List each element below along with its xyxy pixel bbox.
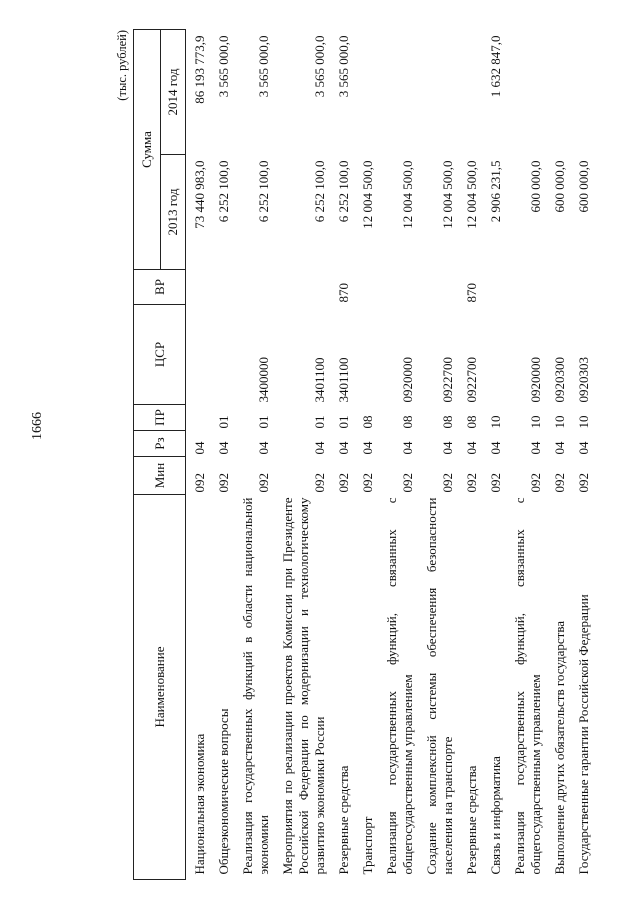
- row-2013: 12 004 500,0: [440, 160, 455, 229]
- row-2014: 86 193 773,9: [192, 35, 207, 104]
- table-row: [546, 30, 570, 880]
- row-2013: 6 252 100,0: [312, 160, 327, 223]
- row-vr: [546, 270, 570, 305]
- row-csr: 0922700: [464, 357, 479, 403]
- table-row: [330, 30, 354, 880]
- row-name: Государственные гарантии Российской Федерации: [576, 594, 591, 875]
- row-csr: 3401100: [312, 357, 327, 403]
- row-rz: 04: [528, 441, 543, 455]
- page-number: 1666: [30, 412, 45, 440]
- row-min: 092: [360, 473, 375, 493]
- row-name: Мероприятия по реализации проектов Комиссии при Президенте Российской Федерации по модернизации и технологическому развитию экономики России: [280, 497, 327, 875]
- rotated-page-content: [115, 30, 591, 880]
- row-name: Реализация государственных функций, связанных с общегосударственным управлением: [512, 497, 543, 875]
- row-2013: 6 252 100,0: [216, 160, 231, 223]
- table-row: [210, 30, 234, 880]
- row-name: Резервные средства: [464, 765, 479, 875]
- header-rz: Рз: [134, 431, 186, 457]
- row-min: 092: [464, 473, 479, 493]
- row-2013: 600 000,0: [576, 160, 591, 213]
- row-pr: 10: [488, 415, 503, 429]
- row-pr: 08: [440, 415, 455, 429]
- table-row: [378, 30, 418, 880]
- row-vr: [570, 270, 594, 305]
- row-rz: 04: [440, 441, 455, 455]
- row-pr: 01: [216, 415, 231, 429]
- row-vr: [378, 270, 418, 305]
- row-rz: 04: [400, 441, 415, 455]
- table-row: [274, 30, 330, 880]
- table-row: [234, 30, 274, 880]
- row-csr: [354, 305, 378, 405]
- header-name: Наименование: [134, 495, 186, 880]
- row-rz: 04: [256, 441, 271, 455]
- row-rz: 04: [312, 441, 327, 455]
- table-row: [506, 30, 546, 880]
- row-min: 092: [216, 473, 231, 493]
- header-min: Мин: [134, 457, 186, 495]
- table-header: [134, 30, 186, 880]
- row-rz: 04: [192, 441, 207, 455]
- row-min: 092: [192, 473, 207, 493]
- row-pr: 01: [312, 415, 327, 429]
- row-csr: 0920303: [576, 357, 591, 403]
- row-2014: 3 565 000,0: [312, 35, 327, 98]
- row-min: 092: [488, 473, 503, 493]
- table-row: [482, 30, 506, 880]
- row-csr: [210, 305, 234, 405]
- header-sum: Сумма: [134, 30, 161, 270]
- row-pr: 10: [576, 415, 591, 429]
- row-min: 092: [440, 473, 455, 493]
- row-csr: 0920000: [528, 357, 543, 403]
- row-pr: 08: [400, 415, 415, 429]
- row-2014: 1 632 847,0: [488, 35, 503, 98]
- header-vr: ВР: [134, 270, 186, 305]
- row-vr: 870: [464, 283, 479, 303]
- row-vr: [418, 270, 458, 305]
- row-min: 092: [312, 473, 327, 493]
- row-2013: 6 252 100,0: [336, 160, 351, 223]
- table-row: [354, 30, 378, 880]
- row-2014: [458, 30, 482, 155]
- row-name: Создание комплексной системы обеспечения безопасности населения на транспорте: [424, 497, 455, 875]
- header-2014: 2014 год: [161, 30, 186, 155]
- row-rz: 04: [576, 441, 591, 455]
- row-rz: 04: [216, 441, 231, 455]
- row-2014: [570, 30, 594, 155]
- unit-note: (тыс. рублей): [115, 30, 129, 101]
- row-2014: 3 565 000,0: [216, 35, 231, 98]
- row-2014: [378, 30, 418, 155]
- row-2013: 2 906 231,5: [488, 160, 503, 223]
- row-min: 092: [400, 473, 415, 493]
- table-row: [458, 30, 482, 880]
- row-csr: 3400000: [256, 357, 271, 403]
- row-pr: 08: [464, 415, 479, 429]
- row-csr: [482, 305, 506, 405]
- row-name: Резервные средства: [336, 765, 351, 875]
- budget-table: [133, 29, 594, 880]
- row-min: 092: [552, 473, 567, 493]
- table-body: [186, 30, 595, 880]
- row-name: Реализация государственных функций, связанных с общегосударственным управлением: [384, 497, 415, 875]
- row-2013: 12 004 500,0: [464, 160, 479, 229]
- row-name: Реализация государственных функций в области национальной экономики: [240, 497, 271, 875]
- row-vr: [354, 270, 378, 305]
- row-pr: 10: [552, 415, 567, 429]
- row-min: 092: [336, 473, 351, 493]
- table-row: [570, 30, 594, 880]
- row-2014: [546, 30, 570, 155]
- row-rz: 04: [488, 441, 503, 455]
- row-2013: 6 252 100,0: [256, 160, 271, 223]
- row-2014: 3 565 000,0: [256, 35, 271, 98]
- row-min: 092: [576, 473, 591, 493]
- row-rz: 04: [552, 441, 567, 455]
- row-2013: 600 000,0: [552, 160, 567, 213]
- row-name: Общеэкономические вопросы: [216, 708, 231, 875]
- row-vr: [274, 270, 330, 305]
- row-pr: 01: [336, 415, 351, 429]
- row-2013: 73 440 983,0: [192, 160, 207, 229]
- row-vr: [234, 270, 274, 305]
- row-2013: 12 004 500,0: [360, 160, 375, 229]
- header-csr: ЦСР: [134, 305, 186, 405]
- row-name: Транспорт: [360, 816, 375, 875]
- row-csr: 3401100: [336, 357, 351, 403]
- row-name: Выполнение других обязательств государства: [552, 620, 567, 875]
- row-2014: [506, 30, 546, 155]
- row-min: 092: [528, 473, 543, 493]
- row-csr: 0922700: [440, 357, 455, 403]
- row-2014: [354, 30, 378, 155]
- row-2013: 600 000,0: [528, 160, 543, 213]
- row-rz: 04: [360, 441, 375, 455]
- row-vr: [210, 270, 234, 305]
- row-pr: 08: [360, 415, 375, 429]
- row-pr: 10: [528, 415, 543, 429]
- row-vr: [482, 270, 506, 305]
- table-row: [418, 30, 458, 880]
- row-csr: 0920000: [400, 357, 415, 403]
- row-vr: [506, 270, 546, 305]
- row-csr: [186, 305, 211, 405]
- row-pr: [186, 405, 211, 431]
- header-2013: 2013 год: [161, 155, 186, 270]
- row-vr: 870: [336, 283, 351, 303]
- header-pr: ПР: [134, 405, 186, 431]
- table-row: [186, 30, 211, 880]
- row-2014: 3 565 000,0: [336, 35, 351, 98]
- row-rz: 04: [336, 441, 351, 455]
- row-name: Связь и информатика: [488, 756, 503, 875]
- row-pr: 01: [256, 415, 271, 429]
- row-vr: [186, 270, 211, 305]
- row-name: Национальная экономика: [192, 733, 207, 875]
- row-rz: 04: [464, 441, 479, 455]
- row-2014: [418, 30, 458, 155]
- row-min: 092: [256, 473, 271, 493]
- row-csr: 0920300: [552, 357, 567, 403]
- row-2013: 12 004 500,0: [400, 160, 415, 229]
